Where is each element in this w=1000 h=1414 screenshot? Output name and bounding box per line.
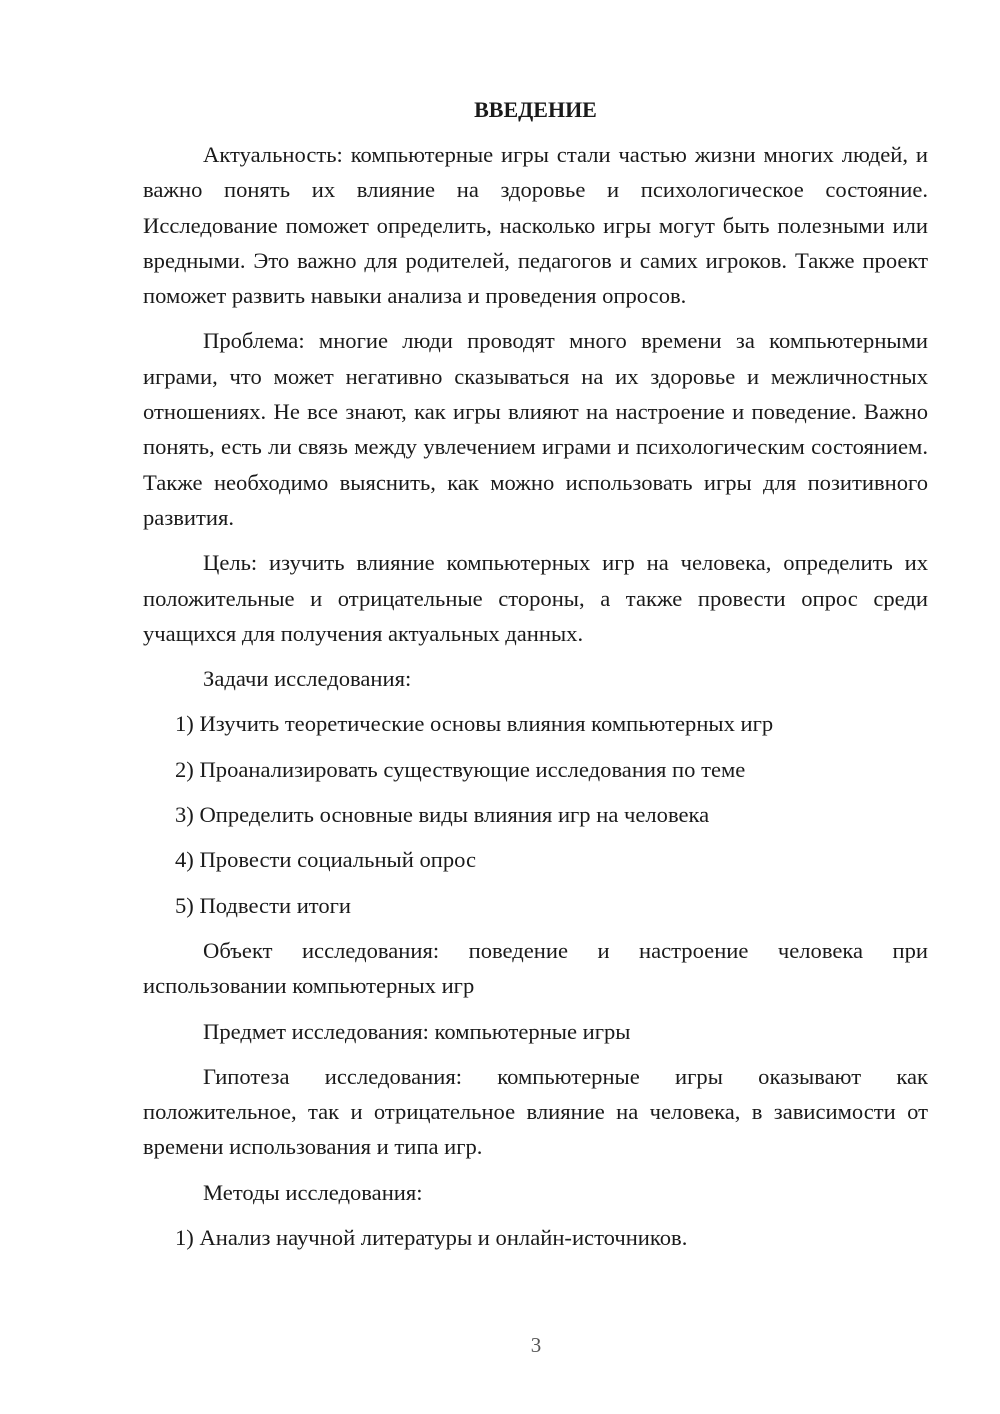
tasks-heading: Задачи исследования: xyxy=(203,666,412,692)
list-item: 2) Проанализировать существующие исследования по теме xyxy=(175,756,746,782)
list-item: 3) Определить основные виды влияния игр на человека xyxy=(175,802,710,828)
object-paragraph: Объект исследования: поведение и настроение человека при использовании компьютерных игр xyxy=(143,937,928,999)
hypothesis-paragraph: Гипотеза исследования: компьютерные игры оказывают как положительное, так и отрицательное влияние на человека, в зависимости от времени использования и типа игр. xyxy=(143,1063,928,1160)
page-number: 3 xyxy=(530,1333,542,1357)
methods-list xyxy=(143,1220,928,1255)
goal-paragraph: Цель: изучить влияние компьютерных игр на человека, определить их положительные и отрицательные стороны, а также провести опрос среди учащихся для получения актуальных данных. xyxy=(143,550,928,646)
list-item: 5) Подвести итоги xyxy=(175,892,352,918)
problem-paragraph: Проблема: многие люди проводят много времени за компьютерными играми, что может негативно сказываться на их здоровье и межличностных отношениях. Не все знают, как игры влияют на настроение и поведение. Важно понять, есть ли связь между увлечением играми и психологическим состоянием. Также необходимо выяснить, как можно использовать игры для позитивного развития. xyxy=(143,328,928,530)
methods-heading: Методы исследования: xyxy=(203,1179,423,1205)
subject-paragraph: Предмет исследования: компьютерные игры xyxy=(203,1018,631,1044)
list-item: 1) Изучить теоретические основы влияния компьютерных игр xyxy=(175,711,774,737)
page-title: ВВЕДЕНИЕ xyxy=(474,97,597,122)
list-item: 1) Анализ научной литературы и онлайн-источников. xyxy=(175,1225,688,1251)
list-item: 4) Провести социальный опрос xyxy=(175,847,477,873)
relevance-paragraph: Актуальность: компьютерные игры стали частью жизни многих людей, и важно понять их влияние на здоровье и психологическое состояние. Исследование поможет определить, насколько игры могут быть полезными или вредными. Это важно для родителей, педагогов и самих игроков. Также проект поможет развить навыки анализа и проведения опросов. xyxy=(143,142,928,309)
tasks-list xyxy=(143,706,928,922)
document-page xyxy=(143,92,928,1265)
